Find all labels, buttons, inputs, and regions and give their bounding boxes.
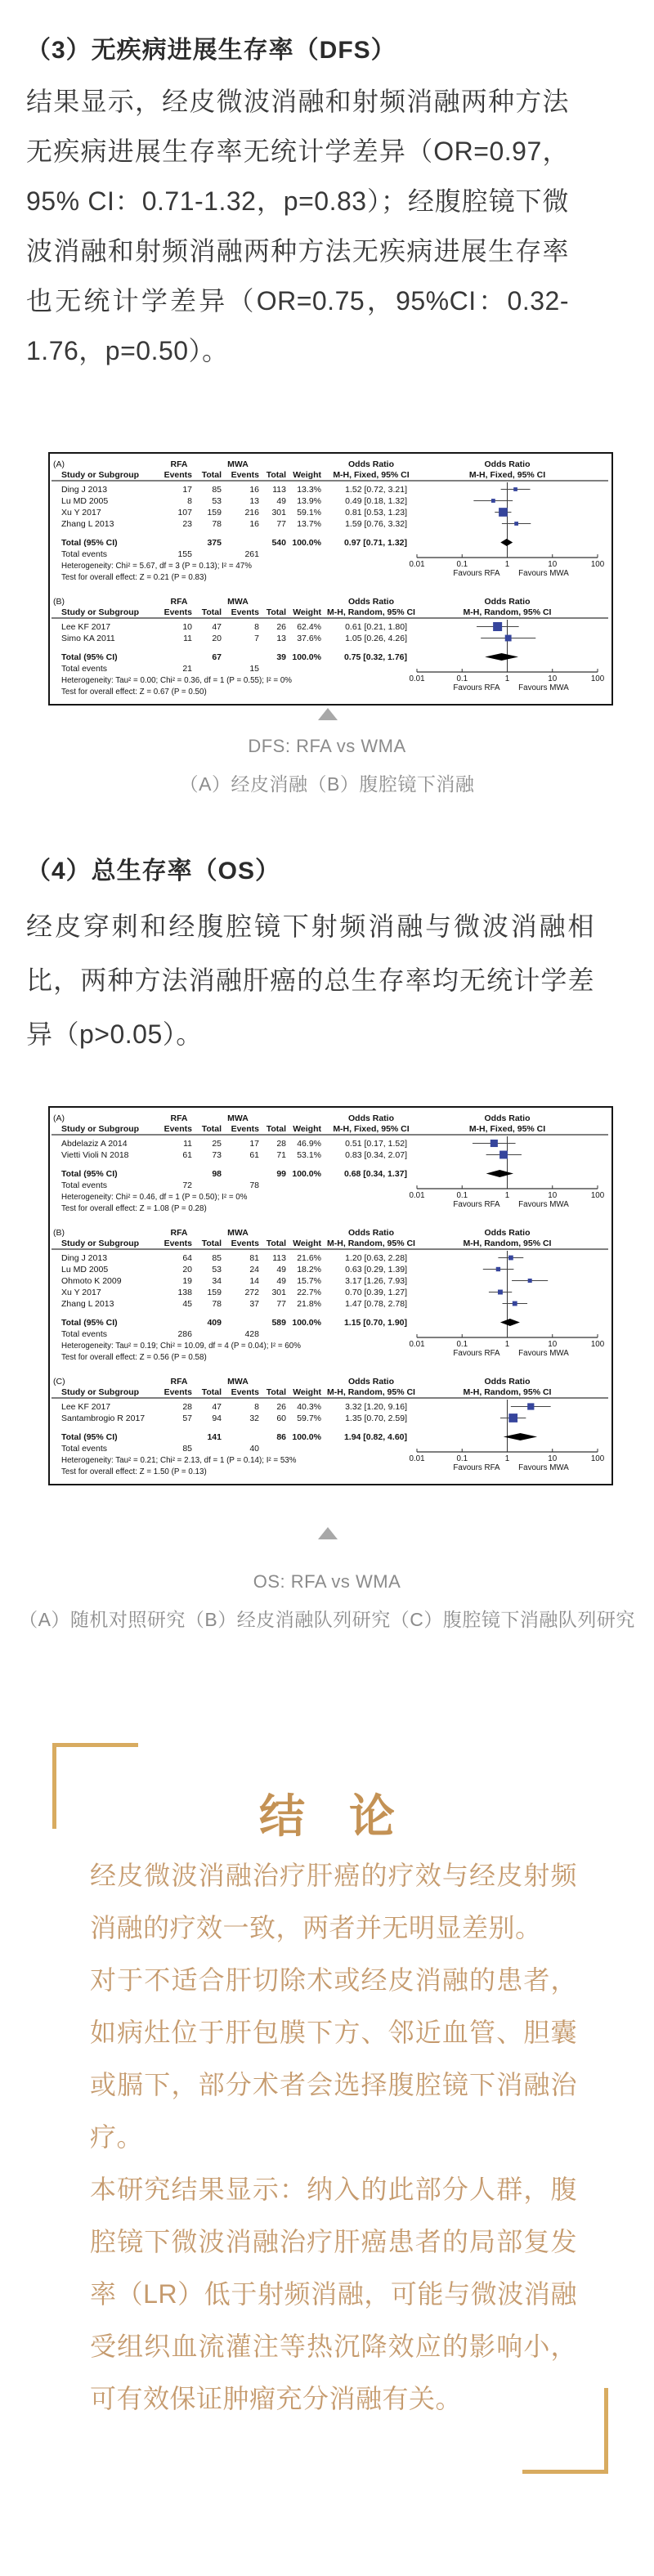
svg-text:1.52 [0.72, 3.21]: 1.52 [0.72, 3.21] — [345, 485, 407, 495]
conclusion-body — [90, 1849, 577, 2425]
os-figure-caption — [0, 1571, 654, 1632]
svg-text:Zhang L 2013: Zhang L 2013 — [61, 519, 114, 529]
svg-text:Study or Subgroup: Study or Subgroup — [61, 1124, 140, 1134]
svg-text:216: 216 — [244, 508, 259, 517]
svg-text:1: 1 — [504, 560, 510, 569]
svg-text:MWA: MWA — [227, 1113, 249, 1123]
svg-text:32: 32 — [249, 1413, 259, 1423]
svg-text:M-H, Random, 95% CI: M-H, Random, 95% CI — [327, 1387, 415, 1397]
svg-text:10: 10 — [548, 1340, 558, 1349]
svg-text:RFA: RFA — [170, 597, 188, 607]
svg-text:Test for overall effect: Z = 1: Test for overall effect: Z = 1.50 (P = 0.13) — [61, 1467, 207, 1476]
svg-text:Odds Ratio: Odds Ratio — [347, 1228, 395, 1238]
svg-text:Total: Total — [201, 1239, 222, 1248]
svg-text:Events: Events — [231, 607, 259, 617]
svg-text:M-H, Random, 95% CI: M-H, Random, 95% CI — [463, 1387, 552, 1397]
svg-text:78: 78 — [212, 1299, 222, 1309]
svg-text:1: 1 — [504, 1340, 510, 1349]
svg-text:Favours RFA: Favours RFA — [453, 1463, 500, 1472]
forest-panel — [52, 457, 611, 586]
svg-text:Events: Events — [231, 470, 259, 480]
svg-text:19: 19 — [182, 1276, 192, 1286]
svg-text:17: 17 — [249, 1139, 259, 1149]
svg-text:Events: Events — [164, 470, 192, 480]
svg-text:3.17 [1.26, 7.93]: 3.17 [1.26, 7.93] — [345, 1276, 407, 1286]
svg-text:Total (95% CI): Total (95% CI) — [61, 652, 118, 662]
svg-text:100.0%: 100.0% — [292, 1318, 321, 1328]
svg-text:1.59 [0.76, 3.32]: 1.59 [0.76, 3.32] — [345, 519, 407, 529]
svg-text:M-H, Fixed, 95% CI: M-H, Fixed, 95% CI — [333, 1124, 410, 1134]
svg-text:49: 49 — [276, 1276, 286, 1286]
svg-text:1.47 [0.78, 2.78]: 1.47 [0.78, 2.78] — [345, 1299, 407, 1309]
svg-text:Events: Events — [164, 1387, 192, 1397]
svg-text:Total: Total — [201, 470, 222, 480]
svg-text:16: 16 — [249, 519, 259, 529]
svg-text:Odds Ratio: Odds Ratio — [484, 597, 531, 607]
forest-panel — [52, 594, 611, 701]
svg-text:(A): (A) — [53, 459, 65, 469]
conclusion-paragraph: 经皮微波消融治疗肝癌的疗效与经皮射频消融的疗效一致，两者并无明显差别。 — [90, 1861, 577, 1942]
svg-text:0.1: 0.1 — [456, 1454, 468, 1463]
svg-text:100: 100 — [590, 1340, 605, 1349]
svg-text:85: 85 — [212, 1253, 222, 1263]
os-caption-subtitle: （A）随机对照研究（B）经皮消融队列研究（C）腹腔镜下消融队列研究 — [19, 1609, 635, 1630]
svg-text:77: 77 — [276, 1299, 286, 1309]
svg-text:Study or Subgroup: Study or Subgroup — [61, 607, 140, 617]
svg-text:Favours MWA: Favours MWA — [518, 683, 569, 692]
svg-text:Favours RFA: Favours RFA — [453, 1200, 500, 1209]
svg-text:Total: Total — [266, 1387, 286, 1397]
collapse-triangle-icon — [318, 1527, 338, 1539]
svg-text:62.4%: 62.4% — [297, 622, 321, 632]
svg-text:Total events: Total events — [61, 1329, 108, 1339]
conclusion-title: 结 论 — [259, 1792, 411, 1843]
svg-text:Odds Ratio: Odds Ratio — [484, 1377, 531, 1387]
svg-text:100: 100 — [590, 560, 605, 569]
svg-text:113: 113 — [272, 485, 286, 495]
svg-text:0.1: 0.1 — [456, 1340, 468, 1349]
svg-text:46.9%: 46.9% — [297, 1139, 321, 1149]
svg-text:0.75 [0.32, 1.76]: 0.75 [0.32, 1.76] — [343, 652, 407, 662]
svg-text:72: 72 — [182, 1180, 192, 1190]
svg-text:Odds Ratio: Odds Ratio — [484, 1228, 531, 1238]
svg-text:59.7%: 59.7% — [297, 1413, 321, 1423]
svg-text:100: 100 — [590, 674, 605, 683]
svg-text:(C): (C) — [53, 1377, 65, 1387]
svg-text:22.7%: 22.7% — [297, 1288, 321, 1297]
svg-text:100.0%: 100.0% — [292, 538, 321, 548]
svg-text:100.0%: 100.0% — [292, 1432, 321, 1442]
svg-text:Ding J 2013: Ding J 2013 — [61, 485, 108, 495]
svg-text:159: 159 — [207, 1288, 222, 1297]
svg-text:Odds Ratio: Odds Ratio — [347, 1377, 395, 1387]
svg-text:Total events: Total events — [61, 1180, 108, 1190]
svg-text:Favours MWA: Favours MWA — [518, 569, 569, 578]
svg-text:0.70 [0.39, 1.27]: 0.70 [0.39, 1.27] — [345, 1288, 407, 1297]
forest-panel — [52, 1374, 611, 1481]
svg-text:M-H, Random, 95% CI: M-H, Random, 95% CI — [327, 1239, 415, 1248]
svg-text:Vietti Violi N 2018: Vietti Violi N 2018 — [61, 1150, 129, 1160]
svg-text:Ding J 2013: Ding J 2013 — [61, 1253, 108, 1263]
svg-text:Total: Total — [201, 607, 222, 617]
svg-text:1.20 [0.63, 2.28]: 1.20 [0.63, 2.28] — [345, 1253, 407, 1263]
svg-text:99: 99 — [276, 1169, 286, 1179]
svg-text:0.81 [0.53, 1.23]: 0.81 [0.53, 1.23] — [345, 508, 407, 517]
svg-text:375: 375 — [207, 538, 222, 548]
svg-text:100: 100 — [590, 1191, 605, 1200]
svg-text:77: 77 — [276, 519, 286, 529]
svg-text:10: 10 — [548, 560, 558, 569]
svg-text:25: 25 — [212, 1139, 222, 1149]
svg-text:Events: Events — [164, 607, 192, 617]
svg-text:MWA: MWA — [227, 1377, 249, 1387]
svg-text:0.63 [0.29, 1.39]: 0.63 [0.29, 1.39] — [345, 1265, 407, 1275]
svg-text:Favours RFA: Favours RFA — [453, 683, 500, 692]
forest-panel(B) — [52, 594, 608, 701]
svg-text:73: 73 — [212, 1150, 222, 1160]
svg-text:Favours RFA: Favours RFA — [453, 569, 500, 578]
svg-text:37.6%: 37.6% — [297, 634, 321, 643]
svg-text:Heterogeneity: Tau² = 0.21; Ch: Heterogeneity: Tau² = 0.21; Chi² = 2.13, df = 1 (P = 0.14); I² = 53% — [61, 1456, 297, 1465]
svg-text:Study or Subgroup: Study or Subgroup — [61, 1387, 140, 1397]
svg-text:49: 49 — [276, 496, 286, 506]
svg-text:Weight: Weight — [293, 1239, 321, 1248]
svg-text:428: 428 — [244, 1329, 259, 1339]
svg-text:15: 15 — [249, 664, 259, 674]
svg-text:8: 8 — [187, 496, 192, 506]
svg-text:589: 589 — [271, 1318, 286, 1328]
dfs-section-heading: （3）无疾病进展生存率（DFS） — [26, 37, 396, 64]
svg-text:45: 45 — [182, 1299, 192, 1309]
svg-text:141: 141 — [207, 1432, 222, 1442]
svg-text:18.2%: 18.2% — [297, 1265, 321, 1275]
svg-text:0.01: 0.01 — [409, 674, 425, 683]
svg-text:409: 409 — [207, 1318, 222, 1328]
svg-text:40.3%: 40.3% — [297, 1402, 321, 1412]
svg-text:28: 28 — [276, 1139, 286, 1149]
svg-text:0.1: 0.1 — [456, 674, 468, 683]
svg-text:0.61 [0.21, 1.80]: 0.61 [0.21, 1.80] — [345, 622, 407, 632]
svg-text:10: 10 — [548, 1191, 558, 1200]
svg-text:Total events: Total events — [61, 1444, 108, 1454]
svg-text:Total events: Total events — [61, 549, 108, 559]
svg-text:Heterogeneity: Tau² = 0.19; Ch: Heterogeneity: Tau² = 0.19; Chi² = 10.09, df = 4 (P = 0.04); I² = 60% — [61, 1342, 301, 1351]
svg-text:15.7%: 15.7% — [297, 1276, 321, 1286]
svg-text:13.7%: 13.7% — [297, 519, 321, 529]
svg-text:RFA: RFA — [170, 1377, 188, 1387]
svg-text:261: 261 — [244, 549, 259, 559]
svg-text:Xu Y 2017: Xu Y 2017 — [61, 1288, 101, 1297]
svg-text:61: 61 — [249, 1150, 259, 1160]
svg-text:301: 301 — [271, 508, 286, 517]
svg-text:47: 47 — [212, 1402, 222, 1412]
svg-text:67: 67 — [212, 652, 222, 662]
dfs-caption-subtitle: （A）经皮消融（B）腹腔镜下消融 — [179, 773, 475, 795]
svg-text:20: 20 — [212, 634, 222, 643]
svg-text:Total: Total — [266, 470, 286, 480]
svg-text:Favours MWA: Favours MWA — [518, 1463, 569, 1472]
svg-text:M-H, Fixed, 95% CI: M-H, Fixed, 95% CI — [333, 470, 410, 480]
svg-text:28: 28 — [182, 1402, 192, 1412]
svg-text:RFA: RFA — [170, 459, 188, 469]
svg-text:272: 272 — [244, 1288, 259, 1297]
svg-text:10: 10 — [548, 674, 558, 683]
svg-text:Weight: Weight — [293, 1387, 321, 1397]
forest-panel(A) — [52, 1111, 608, 1217]
svg-text:Events: Events — [164, 1124, 192, 1134]
os-caption-title: OS: RFA vs WMA — [253, 1571, 401, 1592]
os-body-paragraph: 经皮穿刺和经腹腔镜下射频消融与微波消融相比，两种方法消融肝癌的总生存率均无统计学差异（p>0.05）。 — [26, 912, 594, 1049]
svg-text:(A): (A) — [53, 1113, 65, 1123]
svg-text:MWA: MWA — [227, 597, 249, 607]
forest-panel(A) — [52, 457, 608, 586]
svg-text:Total: Total — [266, 607, 286, 617]
dfs-figure-caption — [0, 736, 654, 796]
svg-text:Total: Total — [266, 1239, 286, 1248]
svg-text:53.1%: 53.1% — [297, 1150, 321, 1160]
dfs-caption-title: DFS: RFA vs WMA — [248, 736, 406, 756]
svg-text:Odds Ratio: Odds Ratio — [347, 1113, 395, 1123]
svg-text:81: 81 — [249, 1253, 259, 1263]
collapse-triangle-icon — [318, 708, 338, 720]
svg-text:86: 86 — [276, 1432, 286, 1442]
svg-text:Heterogeneity: Chi² = 5.67, df: Heterogeneity: Chi² = 5.67, df = 3 (P = 0.13); I² = 47% — [61, 562, 252, 571]
svg-text:138: 138 — [177, 1288, 192, 1297]
svg-text:0.01: 0.01 — [409, 1340, 425, 1349]
svg-text:53: 53 — [212, 496, 222, 506]
svg-text:RFA: RFA — [170, 1228, 188, 1238]
svg-text:8: 8 — [254, 622, 259, 632]
svg-text:Events: Events — [164, 1239, 192, 1248]
svg-text:M-H, Random, 95% CI: M-H, Random, 95% CI — [327, 607, 415, 617]
forest-plot-os — [48, 1106, 613, 1485]
svg-text:MWA: MWA — [227, 1228, 249, 1238]
forest-panel — [52, 1225, 611, 1366]
svg-text:Total: Total — [266, 1124, 286, 1134]
svg-text:Ohmoto K 2009: Ohmoto K 2009 — [61, 1276, 122, 1286]
svg-text:20: 20 — [182, 1265, 192, 1275]
svg-text:Lee KF 2017: Lee KF 2017 — [61, 622, 111, 632]
svg-text:Simo KA 2011: Simo KA 2011 — [61, 634, 115, 643]
svg-text:85: 85 — [212, 485, 222, 495]
svg-text:Total (95% CI): Total (95% CI) — [61, 1318, 118, 1328]
svg-text:MWA: MWA — [227, 459, 249, 469]
svg-text:71: 71 — [276, 1150, 286, 1160]
svg-text:13.3%: 13.3% — [297, 485, 321, 495]
svg-text:Test for overall effect: Z = 0: Test for overall effect: Z = 0.67 (P = 0.50) — [61, 688, 207, 697]
svg-text:59.1%: 59.1% — [297, 508, 321, 517]
svg-text:RFA: RFA — [170, 1113, 188, 1123]
svg-text:47: 47 — [212, 622, 222, 632]
svg-text:Odds Ratio: Odds Ratio — [347, 459, 395, 469]
svg-text:M-H, Fixed, 95% CI: M-H, Fixed, 95% CI — [468, 1124, 546, 1134]
svg-text:Heterogeneity: Tau² = 0.00; Ch: Heterogeneity: Tau² = 0.00; Chi² = 0.36, df = 1 (P = 0.55); I² = 0% — [61, 676, 293, 685]
svg-text:98: 98 — [212, 1169, 222, 1179]
svg-text:1.94 [0.82, 4.60]: 1.94 [0.82, 4.60] — [343, 1432, 407, 1442]
svg-text:0.68 [0.34, 1.37]: 0.68 [0.34, 1.37] — [343, 1169, 407, 1179]
svg-text:Study or Subgroup: Study or Subgroup — [61, 470, 140, 480]
svg-text:0.49 [0.18, 1.32]: 0.49 [0.18, 1.32] — [345, 496, 407, 506]
svg-text:1: 1 — [504, 1191, 510, 1200]
svg-text:Favours RFA: Favours RFA — [453, 1349, 500, 1358]
svg-text:0.01: 0.01 — [409, 1191, 425, 1200]
svg-text:0.1: 0.1 — [456, 560, 468, 569]
conclusion-paragraph: 本研究结果显示：纳入的此部分人群，腹腔镜下微波消融治疗肝癌患者的局部复发率（LR）低于射频消融，可能与微波消融受组织血流灌注等热沉降效应的影响小，可有效保证肿瘤充分消融有关。 — [90, 2175, 577, 2413]
svg-text:85: 85 — [182, 1444, 192, 1454]
svg-text:Test for overall effect: Z = 1: Test for overall effect: Z = 1.08 (P = 0.28) — [61, 1204, 207, 1213]
corner-bracket-bottom-right — [522, 2388, 608, 2474]
svg-text:53: 53 — [212, 1265, 222, 1275]
svg-text:Odds Ratio: Odds Ratio — [347, 597, 395, 607]
svg-text:57: 57 — [182, 1413, 192, 1423]
svg-text:Abdelaziz A 2014: Abdelaziz A 2014 — [61, 1139, 128, 1149]
svg-text:21: 21 — [182, 664, 192, 674]
svg-text:Santambrogio R 2017: Santambrogio R 2017 — [61, 1413, 146, 1423]
svg-text:0.01: 0.01 — [409, 1454, 425, 1463]
svg-text:Weight: Weight — [293, 470, 321, 480]
svg-text:Weight: Weight — [293, 607, 321, 617]
svg-text:1: 1 — [504, 674, 510, 683]
svg-text:11: 11 — [183, 1139, 192, 1149]
svg-text:1: 1 — [504, 1454, 510, 1463]
svg-text:26: 26 — [276, 622, 286, 632]
svg-text:Test for overall effect: Z = 0: Test for overall effect: Z = 0.21 (P = 0.83) — [61, 573, 207, 582]
svg-text:M-H, Random, 95% CI: M-H, Random, 95% CI — [463, 1239, 552, 1248]
svg-text:10: 10 — [548, 1454, 558, 1463]
svg-text:64: 64 — [182, 1253, 192, 1263]
svg-text:13.9%: 13.9% — [297, 496, 321, 506]
svg-text:Total: Total — [201, 1387, 222, 1397]
svg-text:Xu Y 2017: Xu Y 2017 — [61, 508, 101, 517]
svg-text:37: 37 — [249, 1299, 259, 1309]
svg-text:78: 78 — [249, 1180, 259, 1190]
svg-text:100.0%: 100.0% — [292, 652, 321, 662]
svg-text:Odds Ratio: Odds Ratio — [484, 459, 531, 469]
svg-text:0.51 [0.17, 1.52]: 0.51 [0.17, 1.52] — [345, 1139, 407, 1149]
svg-text:1.05 [0.26, 4.26]: 1.05 [0.26, 4.26] — [345, 634, 407, 643]
svg-text:26: 26 — [276, 1402, 286, 1412]
svg-text:0.01: 0.01 — [409, 560, 425, 569]
svg-text:0.97 [0.71, 1.32]: 0.97 [0.71, 1.32] — [343, 538, 407, 548]
svg-text:Heterogeneity: Chi² = 0.46, df: Heterogeneity: Chi² = 0.46, df = 1 (P = 0.50); I² = 0% — [61, 1193, 248, 1202]
svg-text:61: 61 — [182, 1150, 192, 1160]
svg-text:Total: Total — [201, 1124, 222, 1134]
svg-text:78: 78 — [212, 519, 222, 529]
svg-text:Favours MWA: Favours MWA — [518, 1349, 569, 1358]
svg-text:100: 100 — [590, 1454, 605, 1463]
svg-text:13: 13 — [276, 634, 286, 643]
svg-text:13: 13 — [249, 496, 259, 506]
svg-text:301: 301 — [271, 1288, 286, 1297]
svg-text:94: 94 — [212, 1413, 222, 1423]
svg-text:Total events: Total events — [61, 664, 108, 674]
svg-text:21.6%: 21.6% — [297, 1253, 321, 1263]
svg-text:8: 8 — [254, 1402, 259, 1412]
svg-text:7: 7 — [254, 634, 259, 643]
svg-text:Weight: Weight — [293, 1124, 321, 1134]
svg-text:Odds Ratio: Odds Ratio — [484, 1113, 531, 1123]
svg-text:M-H, Fixed, 95% CI: M-H, Fixed, 95% CI — [468, 470, 546, 480]
svg-text:Study or Subgroup: Study or Subgroup — [61, 1239, 140, 1248]
dfs-body-paragraph: 结果显示，经皮微波消融和射频消融两种方法无疾病进展生存率无统计学差异（OR=0.97，95% CI：0.71-1.32，p=0.83）；经腹腔镜下微波消融和射频消融两种方法无疾病进展生存率也无统计学差异（OR=0.75，95%CI：0.32-1.76，p=0.50）。 — [26, 87, 569, 365]
svg-text:(B): (B) — [53, 597, 65, 607]
svg-text:16: 16 — [249, 485, 259, 495]
svg-text:Zhang L 2013: Zhang L 2013 — [61, 1299, 114, 1309]
svg-text:10: 10 — [182, 622, 192, 632]
svg-text:Favours MWA: Favours MWA — [518, 1200, 569, 1209]
svg-text:34: 34 — [212, 1276, 222, 1286]
conclusion-paragraph: 对于不适合肝切除术或经皮消融的患者，如病灶位于肝包膜下方、邻近血管、胆囊或膈下，部分术者会选择腹腔镜下消融治疗。 — [90, 1965, 577, 2152]
svg-text:113: 113 — [272, 1253, 286, 1263]
forest-panel(B) — [52, 1225, 608, 1366]
forest-plot-dfs — [48, 452, 613, 706]
svg-text:Events: Events — [231, 1387, 259, 1397]
svg-text:0.1: 0.1 — [456, 1191, 468, 1200]
svg-text:159: 159 — [207, 508, 222, 517]
svg-text:100.0%: 100.0% — [292, 1169, 321, 1179]
svg-text:Events: Events — [231, 1124, 259, 1134]
svg-text:14: 14 — [249, 1276, 259, 1286]
svg-text:540: 540 — [271, 538, 286, 548]
svg-text:17: 17 — [182, 485, 192, 495]
svg-text:40: 40 — [249, 1444, 259, 1454]
svg-text:Lu MD 2005: Lu MD 2005 — [61, 496, 109, 506]
svg-text:Total (95% CI): Total (95% CI) — [61, 1432, 118, 1442]
svg-text:21.8%: 21.8% — [297, 1299, 321, 1309]
forest-panel — [52, 1111, 611, 1217]
svg-text:23: 23 — [182, 519, 192, 529]
svg-text:1.15 [0.70, 1.90]: 1.15 [0.70, 1.90] — [343, 1318, 407, 1328]
svg-text:39: 39 — [276, 652, 286, 662]
svg-text:Events: Events — [231, 1239, 259, 1248]
svg-text:107: 107 — [177, 508, 192, 517]
svg-text:155: 155 — [177, 549, 192, 559]
svg-text:286: 286 — [177, 1329, 192, 1339]
svg-text:11: 11 — [183, 634, 192, 643]
svg-text:Total (95% CI): Total (95% CI) — [61, 1169, 118, 1179]
svg-text:(B): (B) — [53, 1228, 65, 1238]
os-section-heading: （4）总生存率（OS） — [26, 858, 281, 885]
svg-text:Test for overall effect: Z = 0: Test for overall effect: Z = 0.56 (P = 0.58) — [61, 1353, 207, 1362]
svg-text:0.83 [0.34, 2.07]: 0.83 [0.34, 2.07] — [345, 1150, 407, 1160]
svg-text:Lu MD 2005: Lu MD 2005 — [61, 1265, 109, 1275]
forest-panel(C) — [52, 1374, 608, 1481]
svg-text:49: 49 — [276, 1265, 286, 1275]
svg-text:24: 24 — [249, 1265, 259, 1275]
svg-text:Total (95% CI): Total (95% CI) — [61, 538, 118, 548]
svg-text:60: 60 — [276, 1413, 286, 1423]
svg-text:1.35 [0.70, 2.59]: 1.35 [0.70, 2.59] — [345, 1413, 407, 1423]
svg-text:Lee KF 2017: Lee KF 2017 — [61, 1402, 111, 1412]
svg-text:M-H, Random, 95% CI: M-H, Random, 95% CI — [463, 607, 552, 617]
svg-text:3.32 [1.20, 9.16]: 3.32 [1.20, 9.16] — [345, 1402, 407, 1412]
